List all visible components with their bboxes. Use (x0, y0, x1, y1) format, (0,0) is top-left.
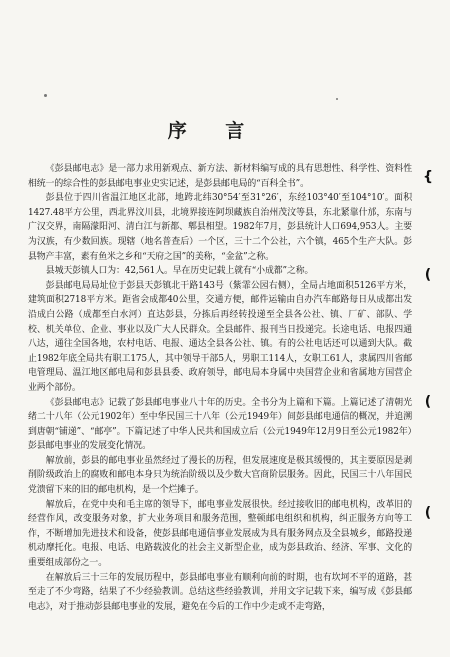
scan-speck (336, 98, 338, 100)
paragraph: 在解放后三十三年的发展历程中，彭县邮电事业有顺利向前的时期，也有坎坷不平的道路，甚至走了不少弯路，结果了不少经验教训。总结这些经验教训，并用文字记载下来，编写成《彭县邮电志》，对于推动彭县邮电事业的发展，避免在今后的工作中少走或不走弯路， (28, 572, 412, 612)
page-title: 序 言 (167, 120, 261, 142)
margin-mark: ( (424, 505, 432, 521)
paragraph: 《彭县邮电志》是一部力求用新观点、新方法、新材料编写成的具有思想性、科学性、资料性相统一的综合性的彭县邮电事业史实记述，是彭县邮电局的“百科全书”。 (28, 164, 412, 189)
margin-mark: ( (424, 267, 432, 283)
paragraph: 解放后，在党中央和毛主席的领导下，邮电事业发展很快。经过接收旧的邮电机构，改革旧的经营作风，改变服务对象，扩大业务项目和服务范围，整顿邮电组织和机构，纠正服务方向等工作，不断增加先进技术和设备，使彭县邮电通信事业发展成为具有服务网点及全县城乡，邮路投递机动摩托化。电报、电话、电路载波化的社会主义新型企业，成为彭县政治、经济、军事、文化的重要组成部份之一。 (28, 499, 412, 569)
paragraph: 县城天彭镇人口为：42,561人。早在历史记载上就有“小成都”之称。 (45, 266, 314, 277)
paragraph: 彭县邮电局局址位于彭县天彭镇北干路143号（紫霏公园右侧），全局占地面积5126平方米，建筑面积2718平方米。距省会成都40公里，交通方便，邮件运输由自办汽车邮路每日从成都出发沿成白公路（成都至白水河）直达彭县，分拣后再经转投递至全县各公社、镇、厂矿、部队、学校、机关单位、企业、事业以及广大人民群众。全县邮件、报刊当日投递完。长途电话、电报四通八达，通往全国各地，农村电话、电报、通达全县各公社、镇。有的公社电话还可以通到大队。截止1982年底全局共有职工175人，其中领导干部5人，男职工114人，女职工61人，隶属四川省邮电管理局、温江地区邮电局和彭县县委、政府领导，邮电局本身属中央国营企业和省属地方国营企业两个部份。 (28, 280, 412, 393)
body-text (28, 162, 412, 614)
margin-mark: { (423, 169, 433, 185)
paragraph: 彭县位于四川省温江地区北部，地跨北纬30°54′至31°26′，东经103°40′至104°10′。面积1427.48平方公里，西北界汶川县，北境界接连阿坝藏族自治州茂汶等县，东北紧靠什邡，东南与广汉交界，南隔濛阳河、清白江与新都、郫县相望。1982年7月，彭县统计人口694,953人。主要为汉族，有少数回族。现辖（地名普查后）一个区，三十二个公社，六个镇，465个生产大队。彭县物产丰富，素有鱼米之乡和“天府之国”的美称，“金盆”之称。 (28, 193, 412, 262)
scan-speck (44, 94, 47, 97)
margin-mark: ( (424, 394, 432, 410)
paragraph: 解放前，彭县的邮电事业虽然经过了漫长的历程，但发展速度是极其缓慢的，其主要原因是剥削阶级政治上的腐败和邮电本身只为统治阶级以及少数大官商阶层服务。因此，民国三十八年国民党溃留下来的旧的邮电机构，是一个烂摊子。 (28, 455, 412, 496)
paragraph: 《彭县邮电志》记载了彭县邮电事业八十年的历史。全书分为上篇和下篇。上篇记述了清朝光绪二十八年（公元1902年）至中华民国三十八年（公元1949年）间彭县邮电通信的概况，并追溯到唐朝“铺递”、“邮亭”。下篇记述了中华人民共和国成立后（公元1949年12月9日至公元1982年）彭县邮电事业的发展变化情况。 (28, 397, 412, 452)
